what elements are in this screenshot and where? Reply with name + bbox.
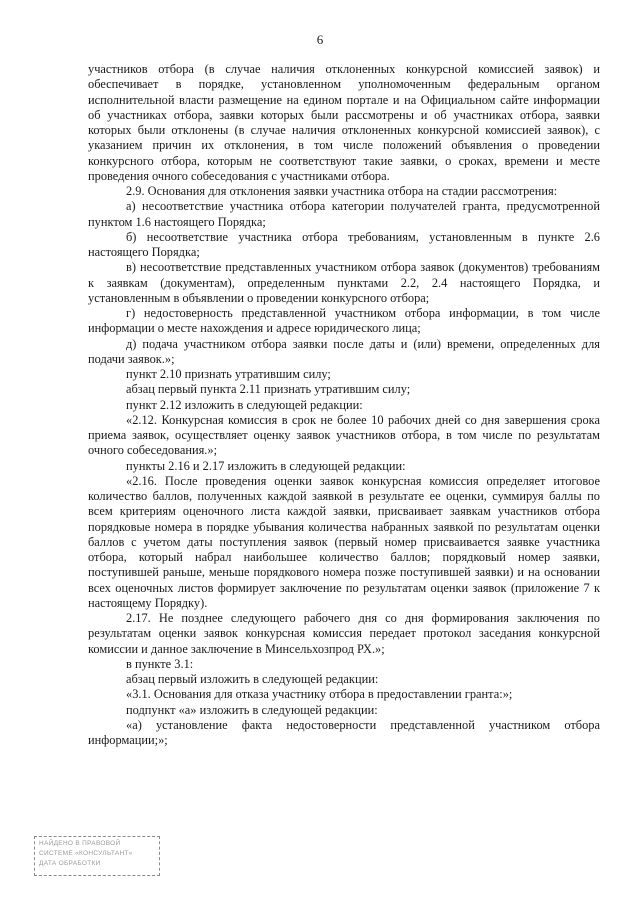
paragraph: д) подача участником отбора заявки после даты и (или) времени, определенных для подачи заявок.»; xyxy=(88,336,600,366)
paragraph: «а) установление факта недостоверности представленной участником отбора информации;»; xyxy=(88,717,600,747)
paragraph: а) несоответствие участника отбора категории получателей гранта, предусмотренной пунктом 1.6 настоящего Порядка; xyxy=(88,199,600,229)
paragraph: «2.16. После проведения оценки заявок конкурсная комиссия определяет итоговое количество баллов, полученных каждой заявкой в результате ее оценки, суммируя баллы по всем критериям оценочного листа каждой заявки, присваивает заявкам участников отбора порядковые номера в порядке убывания количества набранных заявкой по результатам оценки баллов с учетом даты поступления заявок (первый номер присваивается заявке участника отбора, который набрал наибольшее количество баллов; порядковый номер заявки, поступившей раньше, меньше порядкового номера позже поступившей заявки) и на основании всех оценочных листов формирует заключение по результатам оценки заявок (приложение 7 к настоящему Порядку). xyxy=(88,473,600,610)
stamp-line: НАЙДЕНО В ПРАВОВОЙ xyxy=(39,840,121,847)
page-number: 6 xyxy=(316,32,324,47)
document-stamp xyxy=(34,836,160,876)
paragraph: в) несоответствие представленных участником отбора заявок (документов) требованиям к заявкам (документам), определенным пунктами 2.2, 2.4 настоящего Порядка, и установленным в объявлении о проведении конкурсного отбора; xyxy=(88,260,600,305)
stamp-line: СИСТЕМЕ «КОНСУЛЬТАНТ» xyxy=(39,850,133,857)
paragraph: участников отбора (в случае наличия отклоненных конкурсной комиссией заявок) и обеспечивает в порядке, установленном уполномоченным федеральным органом исполнительной власти размещение на едином портале и на Официальном сайте информации об участниках отбора, заявки которых были рассмотрены и об участниках отбора, заявки которых были отклонены (в случае наличия отклоненных конкурсной комиссией заявок), с указанием причин их отклонения, в том числе положений объявления о проведении конкурсного отбора, которым не соответствуют такие заявки, о сроках, времени и месте проведения очного собеседования с участниками отбора. xyxy=(88,62,600,183)
paragraph: 2.17. Не позднее следующего рабочего дня со дня формирования заключения по результатам оценки заявок конкурсная комиссия передает протокол заседания конкурсной комиссии и данное заключение в Минсельхозпрод РХ.»; xyxy=(88,611,600,656)
paragraph: б) несоответствие участника отбора требованиям, установленным в пункте 2.6 настоящего Порядка; xyxy=(88,229,600,259)
stamp-line: ДАТА ОБРАБОТКИ xyxy=(39,860,101,867)
paragraph: в пункте 3.1: xyxy=(126,656,194,671)
paragraph: пункт 2.12 изложить в следующей редакции: xyxy=(126,397,363,412)
document-body xyxy=(88,62,600,748)
paragraph: «2.12. Конкурсная комиссия в срок не более 10 рабочих дней со дня завершения срока приема заявок, осуществляет оценку заявок участников отбора, в том числе по результатам очного собеседования.»; xyxy=(88,412,600,458)
paragraph: абзац первый пункта 2.11 признать утратившим силу; xyxy=(126,382,411,397)
paragraph: «3.1. Основания для отказа участнику отбора в предоставлении гранта:»; xyxy=(126,687,513,702)
paragraph: пункт 2.10 признать утратившим силу; xyxy=(126,367,331,381)
paragraph: подпункт «а» изложить в следующей редакции: xyxy=(126,702,378,717)
paragraph: абзац первый изложить в следующей редакции: xyxy=(126,672,379,686)
paragraph: г) недостоверность представленной участником отбора информации, в том числе информации о месте нахождения и адресе юридического лица; xyxy=(88,306,600,336)
paragraph: пункты 2.16 и 2.17 изложить в следующей редакции: xyxy=(126,458,406,473)
paragraph: 2.9. Основания для отклонения заявки участника отбора на стадии рассмотрения: xyxy=(126,184,558,198)
